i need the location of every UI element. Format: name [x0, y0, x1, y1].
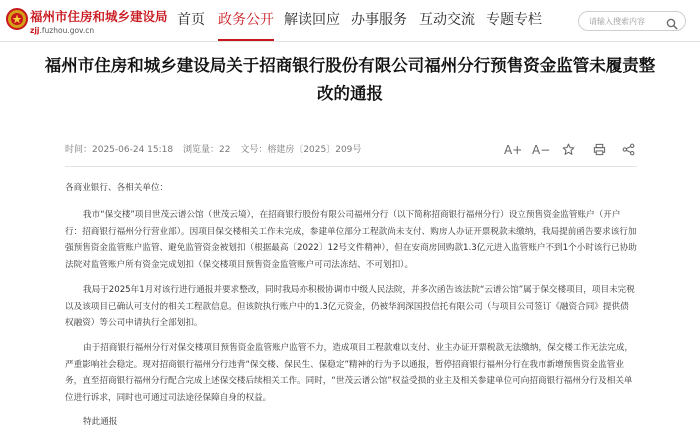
closing-line: 特此通报 — [83, 417, 118, 427]
site-header — [0, 0, 700, 41]
meta-divider — [65, 166, 637, 167]
search-box — [578, 11, 686, 31]
nav-item-services[interactable]: 办事服务 — [351, 12, 407, 28]
share-icon[interactable] — [622, 143, 635, 161]
nav-item-gov-affairs[interactable]: 政务公开 — [218, 0, 274, 41]
paragraph-3: 由于招商银行福州分行对保交楼项目预售资金监管账户监管不力，造成项目工程款难以支付、业主办证开票税款无法缴纳，保交楼工作无法完成，严重影响社会稳定。现对招商银行福州分行违背“保交楼、保民生、保稳定”精神的行为予以通报，暂停招商银行福州分行在我市新增预售资金监管业务，直至招商银行福州分行配合完成上述保交楼后续相关工作。同时，“世茂云谱公馆”权益受损的业主及相关参建单位可向招商银行福州分行及相关单位进行诉求，同时也可通过司法途径保障自身的权益。 — [65, 343, 634, 403]
search-input[interactable] — [589, 14, 667, 28]
font-decrease-icon[interactable]: A− — [532, 143, 551, 157]
site-domain — [30, 26, 94, 35]
nav-item-special-topics[interactable]: 专题专栏 — [486, 12, 542, 28]
search-icon[interactable] — [666, 15, 678, 27]
domain-rest: .fuzhou.gov.cn — [39, 26, 95, 35]
document-number: 文号：榕建房〔2025〕209号 — [240, 145, 362, 155]
paragraph-2: 我局于2025年1月对该行进行通报并要求整改，同时我局亦积极协调市中级人民法院，并多次函告该法院“云谱公馆”属于保交楼项目，项目未完税以及该项目已确认可支付的相关工程款信息。但该院执行账户中的1.3亿元资金，仍被华润深国投信托有限公司（与项目公司签订《融资合同》提供债权融资）等公司申请执行全部划扣。 — [65, 285, 635, 328]
article-title: 福州市住房和城乡建设局关于招商银行股份有限公司福州分行预售资金监管未履责整改的通报 — [44, 56, 656, 103]
salutation: 各商业银行、各相关单位： — [65, 183, 169, 193]
nav-item-interpretation[interactable]: 解读回应 — [284, 12, 340, 28]
header-divider — [0, 41, 700, 42]
site-logo[interactable] — [6, 5, 176, 37]
domain-prefix: zjj — [30, 26, 40, 35]
paragraph-1: 我市“保交楼”项目世茂云谱公馆（世茂云境），在招商银行股份有限公司福州分行（以下简称招商银行福州分行）设立预售资金监管账户（开户行：招商银行福州分行营业部）。因项目保交楼相关工作未完成，参建单位部分工程款尚未支付、购房人办证开票税款未缴纳，我局提前函告要求该行加强预售资金监管账户监管、避免监管资金被划扣（根据最高〔2022〕12号文件精神），但在安商房回购款1.3亿元进入监管账户不到1个小时该行已协助法院对监管账户所有资金完成划扣（保交楼项目预售资金监管账户可司法冻结、不可划扣）。 — [65, 210, 637, 270]
print-icon[interactable] — [593, 143, 606, 161]
nav-item-interaction[interactable]: 互动交流 — [419, 12, 475, 28]
site-title: 福州市住房和城乡建设局 — [30, 9, 168, 24]
emblem-icon — [6, 7, 28, 31]
favorite-icon[interactable] — [562, 143, 575, 161]
article-meta — [65, 142, 368, 158]
publish-time: 时间：2025-06-24 15:18 — [65, 145, 174, 155]
view-count: 浏览量：22 — [182, 145, 231, 155]
font-increase-icon[interactable]: A+ — [504, 143, 523, 157]
nav-item-home[interactable]: 首页 — [177, 12, 205, 28]
